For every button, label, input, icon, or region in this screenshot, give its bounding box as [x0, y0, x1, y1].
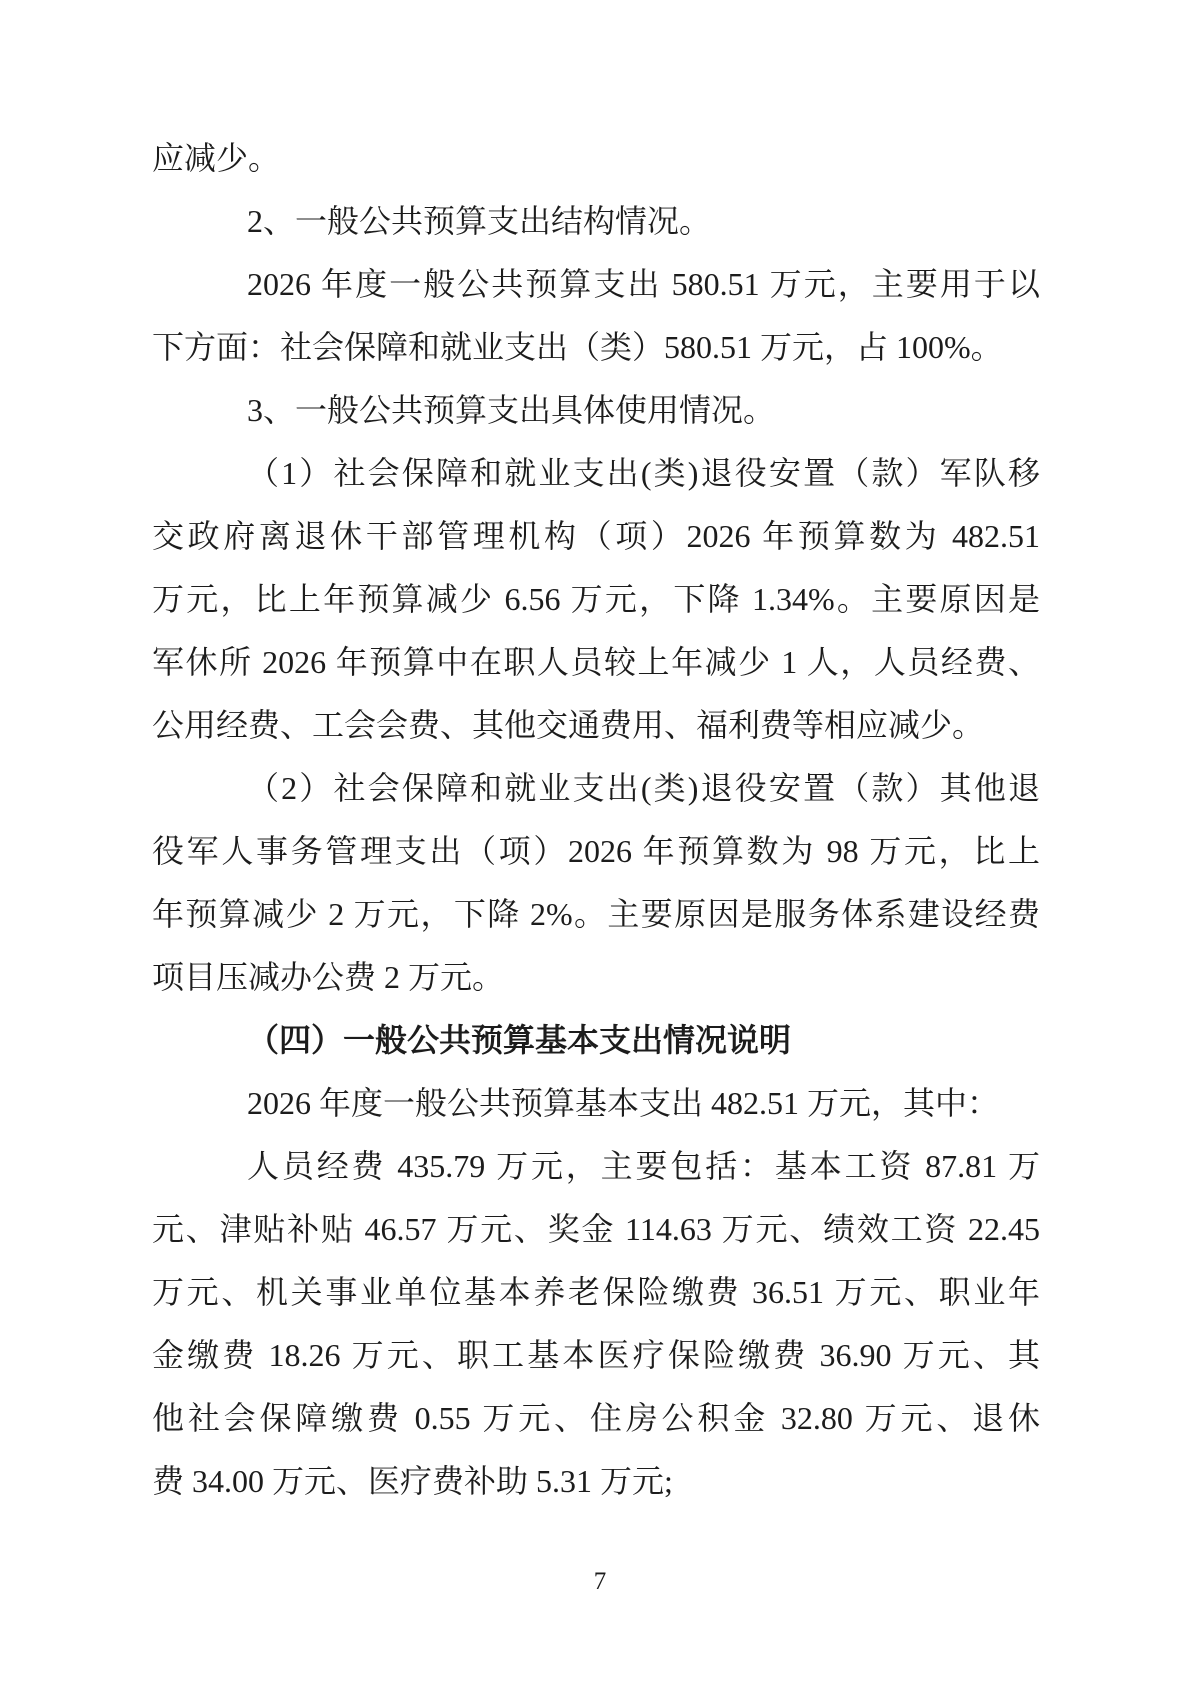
text-line: 2026 年度一般公共预算支出 580.51 万元，主要用于以: [247, 266, 1040, 302]
text-line: （1）社会保障和就业支出(类)退役安置（款）军队移: [247, 455, 1040, 491]
document-body: [152, 127, 1040, 1513]
text-line: 军休所 2026 年预算中在职人员较上年减少 1 人，人员经费、: [152, 644, 1040, 680]
text-line: 2026 年度一般公共预算基本支出 482.51 万元，其中：: [247, 1085, 1000, 1121]
page-number: 7: [593, 1568, 607, 1595]
paragraph: [152, 1135, 1040, 1513]
text-line: 项目压减办公费 2 万元。: [152, 959, 505, 995]
text-line: 万元、机关事业单位基本养老保险缴费 36.51 万元、职业年: [152, 1274, 1040, 1310]
text-line: 费 34.00 万元、医疗费补助 5.31 万元;: [152, 1463, 673, 1499]
text-line: 交政府离退休干部管理机构（项）2026 年预算数为 482.51: [152, 518, 1040, 554]
text-line: 2、一般公共预算支出结构情况。: [247, 203, 712, 239]
paragraph: [152, 127, 1040, 190]
section-heading: （四）一般公共预算基本支出情况说明: [247, 1022, 792, 1058]
text-line: 役军人事务管理支出（项）2026 年预算数为 98 万元，比上: [152, 833, 1040, 869]
text-line: 公用经费、工会会费、其他交通费用、福利费等相应减少。: [152, 707, 985, 743]
text-line: 3、一般公共预算支出具体使用情况。: [247, 392, 776, 428]
text-line: （2）社会保障和就业支出(类)退役安置（款）其他退: [247, 770, 1040, 806]
text-line: 元、津贴补贴 46.57 万元、奖金 114.63 万元、绩效工资 22.45: [152, 1211, 1040, 1247]
text-line: 年预算减少 2 万元，下降 2%。主要原因是服务体系建设经费: [152, 896, 1040, 932]
paragraph: [152, 757, 1040, 1009]
text-line: 金缴费 18.26 万元、职工基本医疗保险缴费 36.90 万元、其: [152, 1337, 1040, 1373]
text-line: 人员经费 435.79 万元，主要包括：基本工资 87.81 万: [247, 1148, 1040, 1184]
text-line: 下方面：社会保障和就业支出（类）580.51 万元，占 100%。: [152, 329, 1003, 365]
paragraph: [152, 190, 1040, 253]
paragraph: [152, 1072, 1040, 1135]
text-line: 应减少。: [152, 140, 281, 176]
paragraph: [152, 442, 1040, 757]
paragraph: [152, 1009, 1040, 1072]
text-line: 他社会保障缴费 0.55 万元、住房公积金 32.80 万元、退休: [152, 1400, 1040, 1436]
paragraph: [152, 253, 1040, 379]
paragraph: [152, 379, 1040, 442]
text-line: 万元，比上年预算减少 6.56 万元，下降 1.34%。主要原因是: [152, 581, 1040, 617]
